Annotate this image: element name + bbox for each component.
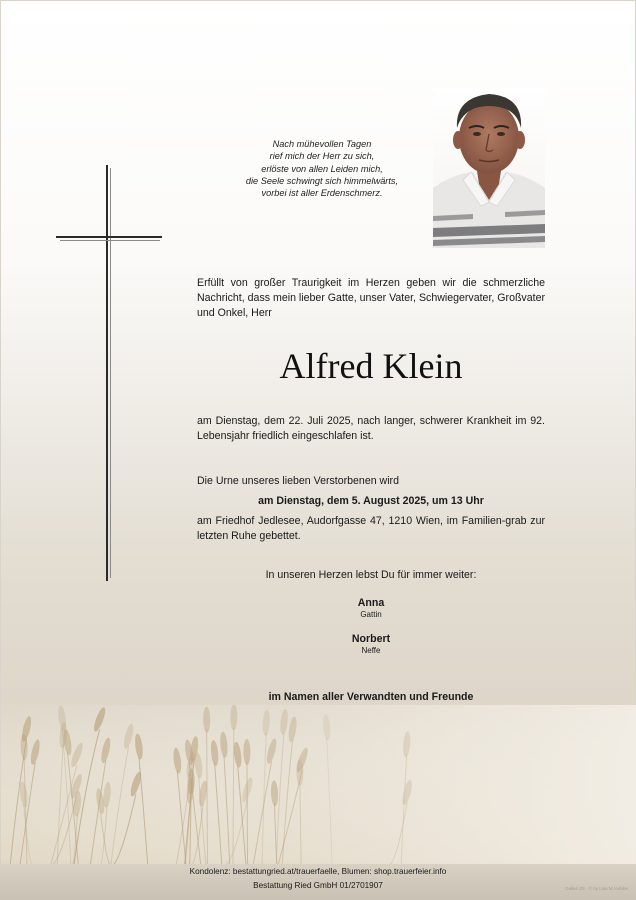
wheat-field-image <box>0 705 636 865</box>
mourner-entry <box>197 633 545 656</box>
poem-line: Nach mühevollen Tagen <box>272 139 372 149</box>
poem-line: vorbei ist aller Erdenschmerz. <box>261 188 383 199</box>
footer-company: Bestattung Ried GmbH 01/2701907 <box>253 881 383 890</box>
photo-credit: Galleri Z8 · © by Lisa M./Adobe <box>565 886 628 891</box>
mourner-entry <box>197 597 545 620</box>
funeral-place: am Friedhof Jedlesee, Audorfgasse 47, 1210 Wien, im Familien-grab zur letzten Ruhe gebettet. <box>197 515 545 542</box>
poem-line: erlöste von allen Leiden mich, <box>261 163 383 174</box>
poem <box>232 138 412 199</box>
funeral-date: am Dienstag, dem 5. August 2025, um 13 Uhr <box>258 495 484 507</box>
urn-intro: Die Urne unseres lieben Verstorbenen wird <box>197 475 399 487</box>
poem-line: die Seele schwingt sich himmelwärts, <box>245 175 399 186</box>
portrait-photo <box>433 88 545 248</box>
mourner-relation: Neffe <box>361 646 381 655</box>
poem-line: rief mich der Herr zu sich, <box>269 151 375 162</box>
family-line: im Namen aller Verwandten und Freunde <box>268 691 474 703</box>
footer-contact: Kondolenz: bestattungried.at/trauerfaelle, Blumen: shop.trauerfeier.info <box>189 867 447 876</box>
hearts-line: In unseren Herzen lebst Du für immer weiter: <box>265 569 477 581</box>
intro-text: Erfüllt von großer Traurigkeit im Herzen geben wir die schmerzliche Nachricht, dass mein lieber Gatte, unser Vater, Schwiegervater, Großvater und Onkel, Herr <box>197 277 545 319</box>
mourner-name: Norbert <box>351 633 391 645</box>
deceased-name: Alfred Klein <box>279 346 463 386</box>
mourner-name: Anna <box>357 597 385 609</box>
death-notice: am Dienstag, dem 22. Juli 2025, nach langer, schwerer Krankheit im 92. Lebensjahr friedlich eingeschlafen ist. <box>197 415 545 442</box>
mourner-relation: Gattin <box>360 610 382 619</box>
